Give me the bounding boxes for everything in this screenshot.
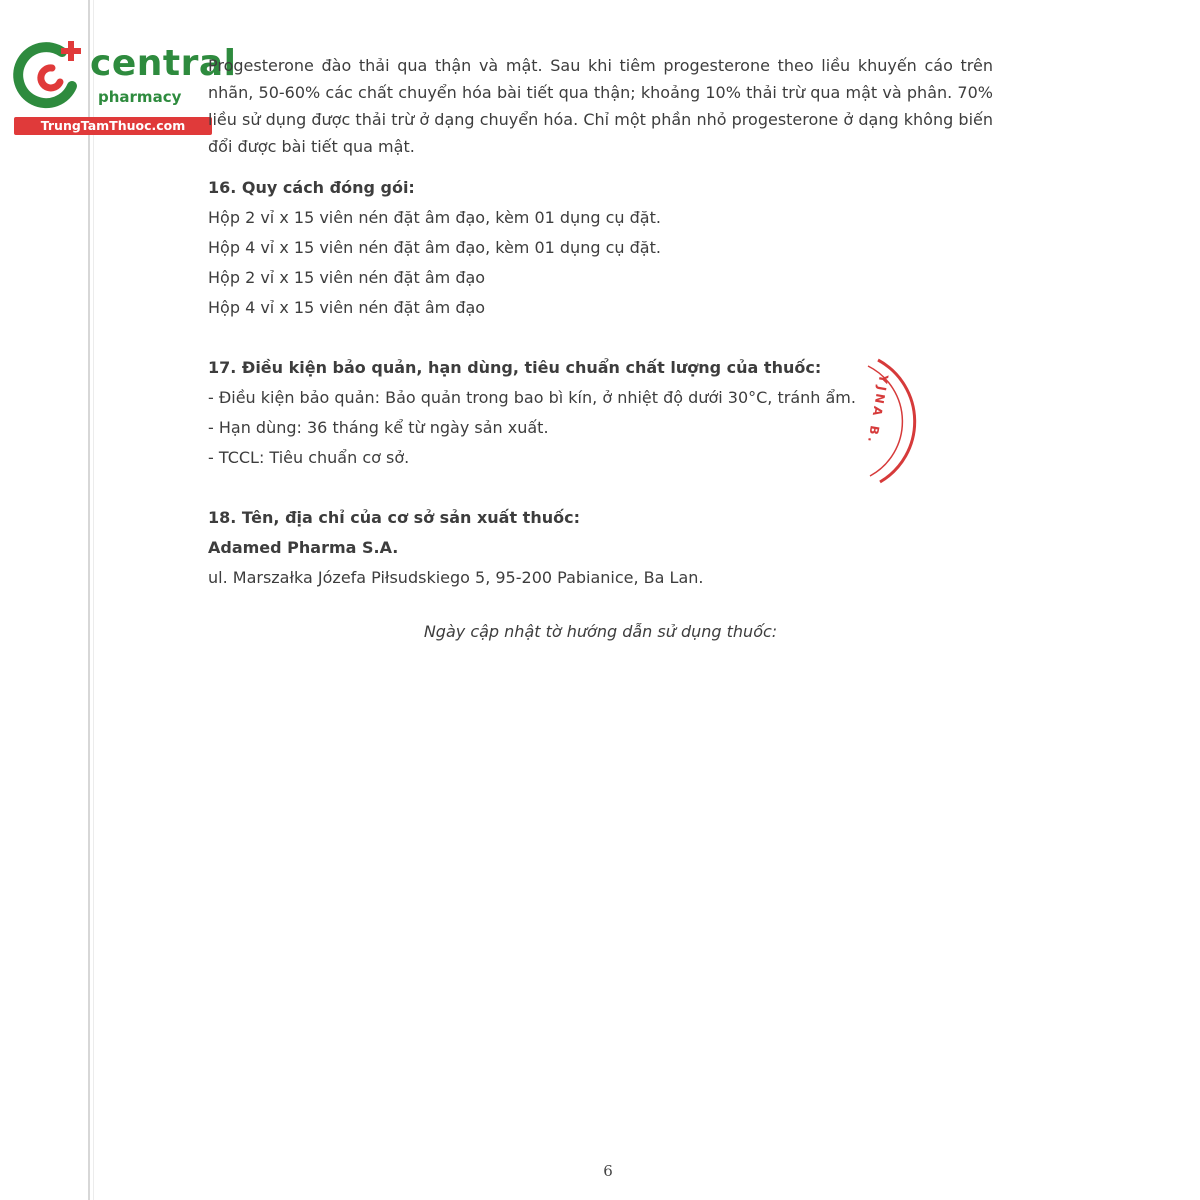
update-date-label: Ngày cập nhật tờ hướng dẫn sử dụng thuốc: [423, 622, 778, 641]
page-edge-line [88, 0, 90, 1200]
logo-brand-text: central [90, 43, 237, 84]
packaging-line: Hộp 4 vỉ x 15 viên nén đặt âm đạo [208, 298, 486, 317]
manufacturer-address: ul. Marszałka Józefa Piłsudskiego 5, 95-200 Pabianice, Ba Lan. [208, 568, 704, 587]
packaging-line: Hộp 2 vỉ x 15 viên nén đặt âm đạo, kèm 01 dụng cụ đặt. [208, 208, 661, 227]
storage-line: - Điều kiện bảo quản: Bảo quản trong bao bì kín, ở nhiệt độ dưới 30°C, tránh ẩm. [208, 388, 856, 407]
storage-line: - Hạn dùng: 36 tháng kể từ ngày sản xuất. [208, 418, 549, 437]
storage-line: - TCCL: Tiêu chuẩn cơ sở. [208, 448, 410, 467]
manufacturer-name: Adamed Pharma S.A. [208, 538, 399, 557]
red-stamp [840, 352, 930, 492]
section-18-heading: 18. Tên, địa chỉ của cơ sở sản xuất thuốc: [208, 508, 580, 527]
page-number: 6 [603, 1162, 613, 1180]
packaging-line: Hộp 2 vỉ x 15 viên nén đặt âm đạo [208, 268, 486, 287]
pharmacy-cross-icon [10, 38, 90, 113]
packaging-line: Hộp 4 vỉ x 15 viên nén đặt âm đạo, kèm 01 dụng cụ đặt. [208, 238, 661, 257]
page-edge-line-inner [93, 0, 94, 1200]
section-16-heading: 16. Quy cách đóng gói: [208, 178, 415, 197]
logo-website-banner[interactable]: TrungTamThuoc.com [14, 117, 212, 135]
intro-paragraph: Progesterone đào thải qua thận và mật. Sau khi tiêm progesterone theo liều khuyến cáo trên nhãn, 50-60% các chất chuyển hóa bài tiết qua thận; khoảng 10% thải trừ qua mật và phân. 70% liều sử dụng được thải trừ ở dạng chuyển hóa. Chỉ một phần nhỏ progesterone ở dạng không biến đổi được bài tiết qua mật. [208, 56, 993, 156]
section-17-heading: 17. Điều kiện bảo quản, hạn dùng, tiêu chuẩn chất lượng của thuốc: [208, 358, 822, 377]
document-body [208, 52, 993, 593]
central-pharmacy-logo[interactable] [10, 38, 237, 138]
svg-text:YJNA B.: YJNA B. [864, 373, 891, 447]
logo-subtitle: pharmacy [98, 88, 182, 106]
